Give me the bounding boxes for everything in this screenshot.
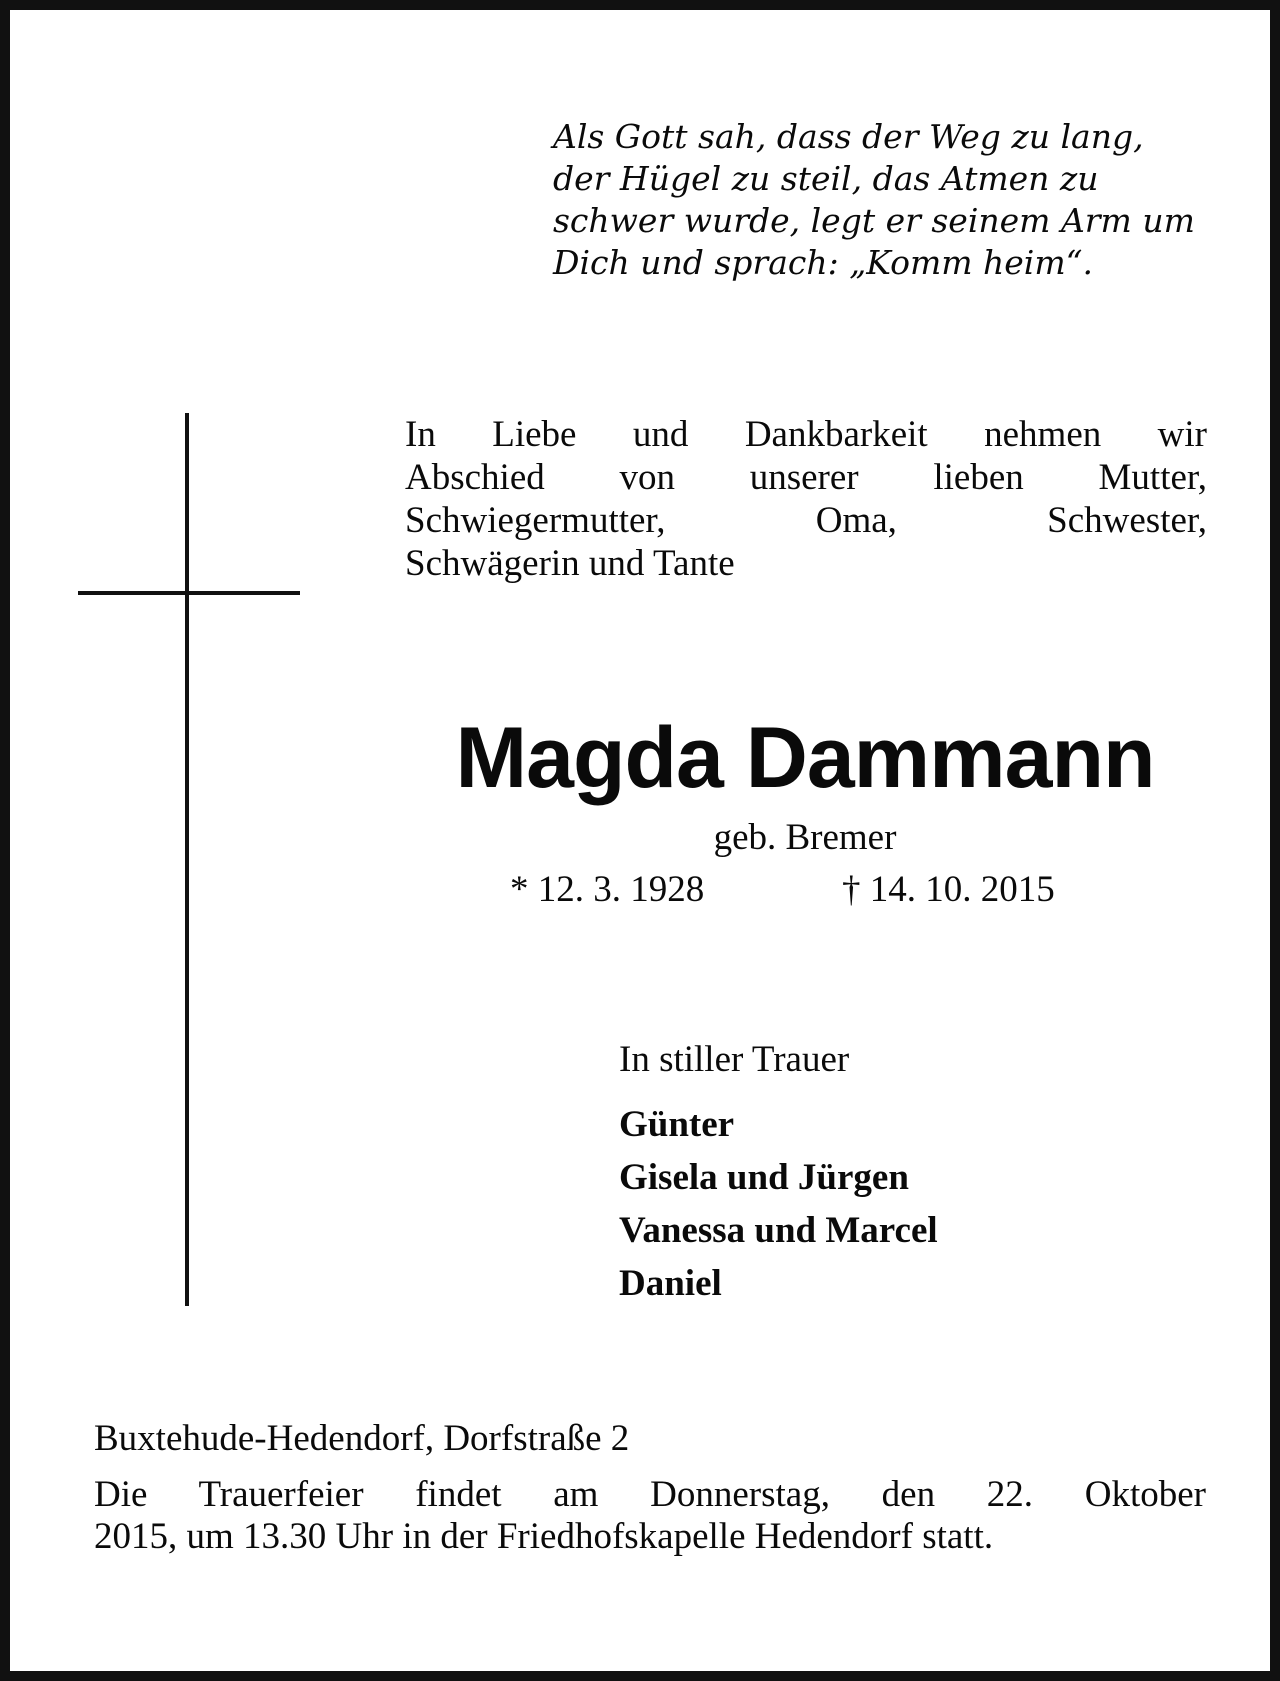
intro-line: In Liebe und Dankbarkeit nehmen wir xyxy=(405,414,1207,455)
motto-line: schwer wurde, legt er seinem Arm um xyxy=(553,201,1195,240)
mourner-name: Vanessa und Marcel xyxy=(619,1210,938,1251)
motto-line: der Hügel zu steil, das Atmen zu xyxy=(553,159,1099,198)
mourner-name: Günter xyxy=(619,1104,735,1145)
service-line: 2015, um 13.30 Uhr in der Friedhofskapelle Hedendorf statt. xyxy=(94,1516,994,1557)
birth-date: * 12. 3. 1928 xyxy=(510,869,705,910)
intro-line: Abschied von unserer lieben Mutter, xyxy=(405,457,1207,498)
mourners-list xyxy=(619,1098,938,1310)
mourner-name: Daniel xyxy=(619,1263,722,1304)
intro-text xyxy=(405,413,1207,585)
service-line: Die Trauerfeier findet am Donnerstag, den 22. Oktober xyxy=(94,1474,1206,1515)
motto-line: Als Gott sah, dass der Weg zu lang, xyxy=(553,117,1144,156)
mourning-heading: In stiller Trauer xyxy=(619,1039,850,1080)
cross-icon xyxy=(185,413,189,1306)
cross-icon-crossbar xyxy=(78,591,300,595)
intro-line: Schwiegermutter, Oma, Schwester, xyxy=(405,500,1207,541)
maiden-name: geb. Bremer xyxy=(713,817,897,858)
death-date: † 14. 10. 2015 xyxy=(842,869,1055,910)
family-address: Buxtehude-Hedendorf, Dorfstraße 2 xyxy=(94,1418,630,1459)
mourner-name: Gisela und Jürgen xyxy=(619,1157,909,1198)
motto-quote xyxy=(553,116,1223,284)
deceased-name: Magda Dammann xyxy=(455,710,1155,806)
intro-line: Schwägerin und Tante xyxy=(405,543,735,584)
motto-line: Dich und sprach: „Komm heim“. xyxy=(553,243,1094,282)
funeral-service-info xyxy=(94,1474,1206,1558)
